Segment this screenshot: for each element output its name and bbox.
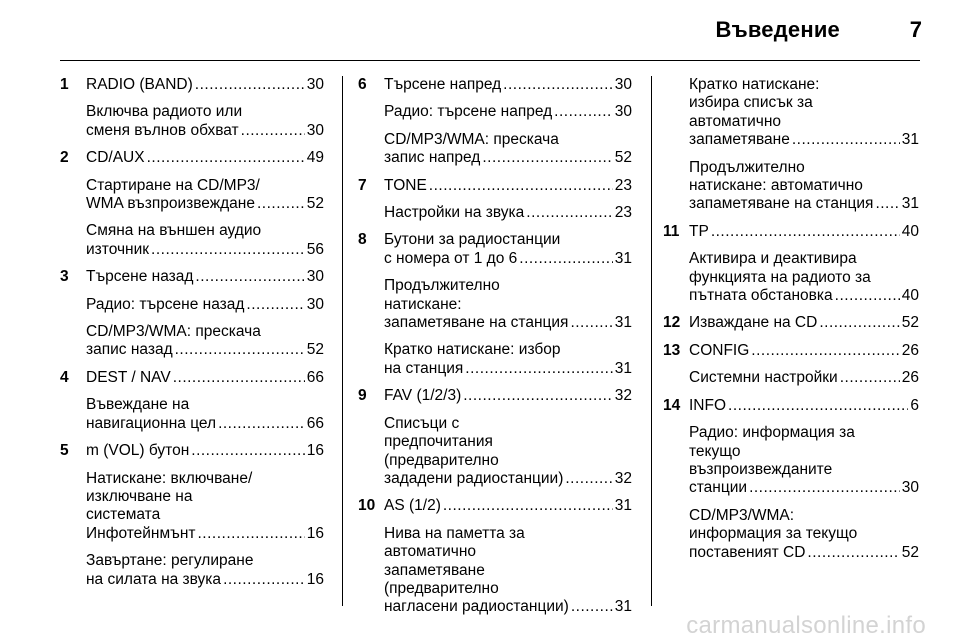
entry-text-line: Натискане: включване/ (86, 469, 253, 487)
index-entry (358, 76, 632, 94)
index-entry (358, 177, 632, 195)
entry-label: на силата на звука (86, 570, 222, 588)
dot-leader (835, 287, 900, 305)
entry-text-line: Продължително (689, 158, 805, 176)
entry-text-line: Въвеждане на (86, 396, 190, 414)
index-entry (358, 387, 632, 405)
page-reference: 52 (901, 543, 919, 561)
header-rule (60, 60, 920, 61)
entry-label: запис напред (384, 149, 481, 167)
entry-text-line: Кратко натискане: избор (384, 341, 561, 359)
dot-leader (465, 360, 612, 378)
entry-last-line (384, 76, 632, 94)
dot-leader (218, 415, 305, 433)
entry-text-line: избира списък за (689, 94, 813, 112)
entry-last-line (86, 369, 324, 387)
entry-text-line: автоматично (689, 112, 782, 130)
dot-leader (241, 122, 305, 140)
entry-number: 13 (663, 341, 681, 359)
dot-leader (223, 571, 305, 589)
entry-last-line (384, 103, 632, 121)
dot-leader (482, 149, 612, 167)
page-reference: 31 (614, 598, 632, 616)
entry-text-line: запаметяване (384, 561, 485, 579)
page-reference: 52 (901, 314, 919, 332)
entry-label: Системни настройки (689, 369, 838, 387)
entry-label: Настройки на звука (384, 204, 525, 222)
entry-last-line (86, 341, 324, 359)
entry-number: 12 (663, 314, 681, 332)
entry-text-line: Нива на паметта за (384, 524, 525, 542)
page-reference: 30 (901, 479, 919, 497)
page-reference: 56 (306, 240, 324, 258)
page-reference: 31 (614, 249, 632, 267)
entry-text-line: натискане: (384, 295, 462, 313)
index-column-1 (60, 76, 324, 589)
entry-last-line (86, 442, 324, 460)
index-entry (663, 507, 919, 562)
entry-label: Търсене назад (86, 268, 194, 286)
entry-last-line (384, 387, 632, 405)
entry-label: запаметяване на станция (384, 314, 569, 332)
entry-last-line (384, 149, 632, 167)
column-divider (651, 76, 652, 606)
entry-label: RADIO (BAND) (86, 76, 193, 93)
dot-leader (792, 131, 900, 149)
entry-text-line: Списъци с (384, 414, 460, 432)
entry-last-line (86, 415, 324, 433)
entry-text-line: натискане: автоматично (689, 177, 863, 195)
dot-leader (565, 470, 612, 488)
dot-leader (554, 103, 613, 121)
entry-label: m (VOL) бутон (86, 442, 190, 460)
entry-label: Изваждане на CD (689, 314, 818, 332)
dot-leader (175, 341, 305, 359)
watermark: carmanualsonline.info (686, 612, 926, 639)
page-reference: 31 (614, 314, 632, 332)
page-number: 7 (909, 17, 922, 42)
entry-number: 9 (358, 387, 367, 405)
entry-last-line (86, 149, 324, 167)
index-entry (60, 177, 324, 214)
entry-number: 14 (663, 396, 681, 414)
index-entry (663, 397, 919, 415)
entry-label: DEST / NAV (86, 368, 171, 386)
entry-last-line (384, 314, 632, 332)
index-entry (358, 231, 632, 268)
page-reference: 6 (910, 396, 919, 414)
entry-text-line: функцията на радиото за (689, 268, 871, 286)
entry-label: INFO (689, 396, 727, 414)
page-reference: 52 (306, 341, 324, 359)
page-reference: 23 (614, 176, 632, 194)
entry-number: 7 (358, 176, 367, 194)
index-entry (358, 497, 632, 515)
dot-leader (728, 397, 908, 415)
entry-last-line (689, 369, 919, 387)
dot-leader (503, 76, 613, 94)
index-entry (663, 250, 919, 305)
index-entry (60, 369, 324, 387)
dot-leader (463, 387, 613, 405)
page-reference: 30 (614, 76, 632, 93)
entry-last-line (86, 241, 324, 259)
entry-text-line: автоматично (384, 543, 477, 561)
entry-text-line: (предварително (384, 579, 499, 597)
entry-number: 10 (358, 497, 376, 515)
entry-last-line (384, 250, 632, 268)
entry-label: запис назад (86, 341, 173, 359)
dot-leader (191, 442, 304, 460)
entry-label: поставеният CD (689, 543, 806, 561)
entry-last-line (689, 544, 919, 562)
dot-leader (749, 479, 900, 497)
index-entry (60, 323, 324, 360)
entry-last-line (86, 122, 324, 140)
entry-text-line: Включва радиото или (86, 103, 243, 121)
dot-leader (519, 250, 612, 268)
entry-last-line (86, 76, 324, 94)
page-reference: 32 (614, 387, 632, 405)
entry-number: 3 (60, 268, 69, 286)
entry-label: запаметяване на станция (689, 195, 874, 213)
entry-last-line (384, 470, 632, 488)
entry-text-line: изключване на (86, 487, 193, 505)
dot-leader (198, 525, 305, 543)
entry-text-line: Продължително (384, 277, 500, 295)
index-entry (358, 415, 632, 489)
entry-text-line: Смяна на външен аудио (86, 222, 262, 240)
dot-leader (570, 314, 612, 332)
dot-leader (840, 369, 900, 387)
entry-label: станции (689, 479, 748, 497)
entry-last-line (86, 195, 324, 213)
index-column-2 (358, 76, 632, 617)
entry-number: 4 (60, 368, 69, 386)
entry-last-line (689, 287, 919, 305)
dot-leader (751, 342, 899, 360)
page-reference: 26 (901, 341, 919, 359)
entry-label: TP (689, 222, 709, 240)
entry-label: зададени радиостанции) (384, 469, 564, 487)
page-reference: 30 (614, 103, 632, 121)
entry-text-line: информация за текущо (689, 525, 858, 543)
index-entry (60, 76, 324, 94)
dot-leader (443, 497, 613, 515)
index-entry (663, 342, 919, 360)
index-entry (663, 369, 919, 387)
entry-text-line: Радио: информация за (689, 424, 855, 442)
page-reference: 40 (901, 287, 919, 305)
entry-label: на станция (384, 359, 464, 377)
entry-last-line (86, 571, 324, 589)
index-entry (60, 103, 324, 140)
entry-last-line (86, 296, 324, 314)
entry-last-line (689, 342, 919, 360)
entry-text-line: текущо (689, 442, 741, 460)
index-entry (663, 314, 919, 332)
dot-leader (151, 241, 305, 259)
entry-text-line: Активира и деактивира (689, 250, 857, 268)
page-reference: 32 (614, 469, 632, 487)
entry-number: 1 (60, 76, 69, 93)
entry-text-line: (предварително (384, 451, 499, 469)
dot-leader (173, 369, 305, 387)
entry-label: CONFIG (689, 341, 750, 359)
page-reference: 31 (614, 497, 632, 515)
entry-last-line (384, 598, 632, 616)
index-entry (358, 525, 632, 617)
index-column-3 (663, 76, 919, 562)
index-entry (60, 268, 324, 286)
page-reference: 66 (306, 368, 324, 386)
page-reference: 49 (306, 149, 324, 167)
page-reference: 52 (306, 195, 324, 213)
dot-leader (195, 268, 304, 286)
page-reference: 26 (901, 369, 919, 387)
index-entry (60, 296, 324, 314)
entry-text-line: Бутони за радиостанции (384, 231, 561, 249)
index-entry (60, 222, 324, 259)
dot-leader (807, 544, 899, 562)
index-entry (60, 552, 324, 589)
page-reference: 40 (901, 222, 919, 240)
index-entry (60, 470, 324, 544)
entry-number: 11 (663, 222, 680, 240)
entry-text-line: Завъртане: регулиране (86, 552, 254, 570)
entry-last-line (384, 177, 632, 195)
entry-last-line (689, 397, 919, 415)
entry-number: 5 (60, 442, 69, 460)
dot-leader (246, 296, 304, 314)
entry-number: 2 (60, 149, 69, 167)
entry-last-line (689, 479, 919, 497)
page-reference: 16 (306, 570, 324, 588)
dot-leader (875, 195, 899, 213)
entry-text-line: предпочитания (384, 433, 493, 451)
index-entry (663, 76, 919, 150)
entry-text-line: системата (86, 506, 161, 524)
index-entry (60, 442, 324, 460)
dot-leader (526, 204, 612, 222)
entry-text-line: Стартиране на CD/MP3/ (86, 176, 260, 194)
entry-last-line (86, 268, 324, 286)
entry-label: навигационна цел (86, 414, 217, 432)
dot-leader (711, 223, 900, 241)
dot-leader (257, 195, 305, 213)
index-entry (358, 277, 632, 332)
page-reference: 31 (901, 131, 919, 149)
dot-leader (429, 177, 613, 195)
entry-last-line (689, 195, 919, 213)
page-reference: 66 (306, 414, 324, 432)
entry-label: източник (86, 240, 150, 258)
entry-label: Радио: търсене назад (86, 295, 245, 313)
entry-text-line: CD/MP3/WMA: прескача (86, 323, 261, 341)
dot-leader (819, 314, 899, 332)
index-entry (358, 103, 632, 121)
page-reference: 30 (306, 295, 324, 313)
page-reference: 30 (306, 76, 324, 93)
dot-leader (195, 76, 305, 94)
page-reference: 31 (614, 359, 632, 377)
entry-label: FAV (1/2/3) (384, 387, 462, 405)
entry-label: сменя вълнов обхват (86, 121, 239, 139)
entry-last-line (384, 360, 632, 378)
entry-last-line (689, 223, 919, 241)
index-entry (358, 204, 632, 222)
entry-label: WMA възпроизвеждане (86, 195, 255, 213)
dot-leader (571, 598, 613, 616)
index-entry (60, 149, 324, 167)
index-entry (358, 341, 632, 378)
page-reference: 30 (306, 121, 324, 139)
entry-number: 6 (358, 76, 367, 93)
entry-last-line (689, 131, 919, 149)
index-entry (663, 424, 919, 498)
entry-label: нагласени радиостанции) (384, 598, 569, 616)
page-reference: 30 (306, 268, 324, 286)
entry-label: с номера от 1 до 6 (384, 249, 518, 267)
entry-last-line (86, 525, 324, 543)
page-reference: 52 (614, 149, 632, 167)
page-title: Въведение (715, 17, 840, 42)
entry-last-line (384, 204, 632, 222)
entry-label: TONE (384, 176, 427, 194)
entry-label: Търсене напред (384, 76, 502, 93)
entry-text-line: Кратко натискане: (689, 76, 820, 93)
index-entry (663, 223, 919, 241)
index-entry (663, 159, 919, 214)
page-reference: 16 (306, 524, 324, 542)
entry-label: AS (1/2) (384, 497, 441, 515)
column-divider (342, 76, 343, 606)
entry-label: CD/AUX (86, 149, 145, 167)
entry-number: 8 (358, 231, 367, 249)
page-reference: 16 (306, 442, 324, 460)
entry-text-line: възпроизвежданите (689, 460, 833, 478)
entry-label: пътната обстановка (689, 287, 833, 305)
index-entry (358, 131, 632, 168)
entry-text-line: CD/MP3/WMA: (689, 506, 795, 524)
entry-last-line (384, 497, 632, 515)
entry-text-line: CD/MP3/WMA: прескача (384, 130, 559, 148)
page-reference: 31 (901, 195, 919, 213)
entry-label: Радио: търсене напред (384, 103, 553, 121)
index-entry (60, 396, 324, 433)
page-reference: 23 (614, 204, 632, 222)
dot-leader (147, 149, 305, 167)
entry-last-line (689, 314, 919, 332)
entry-label: запаметяване (689, 131, 790, 149)
entry-label: Инфотейнмънт (86, 524, 196, 542)
